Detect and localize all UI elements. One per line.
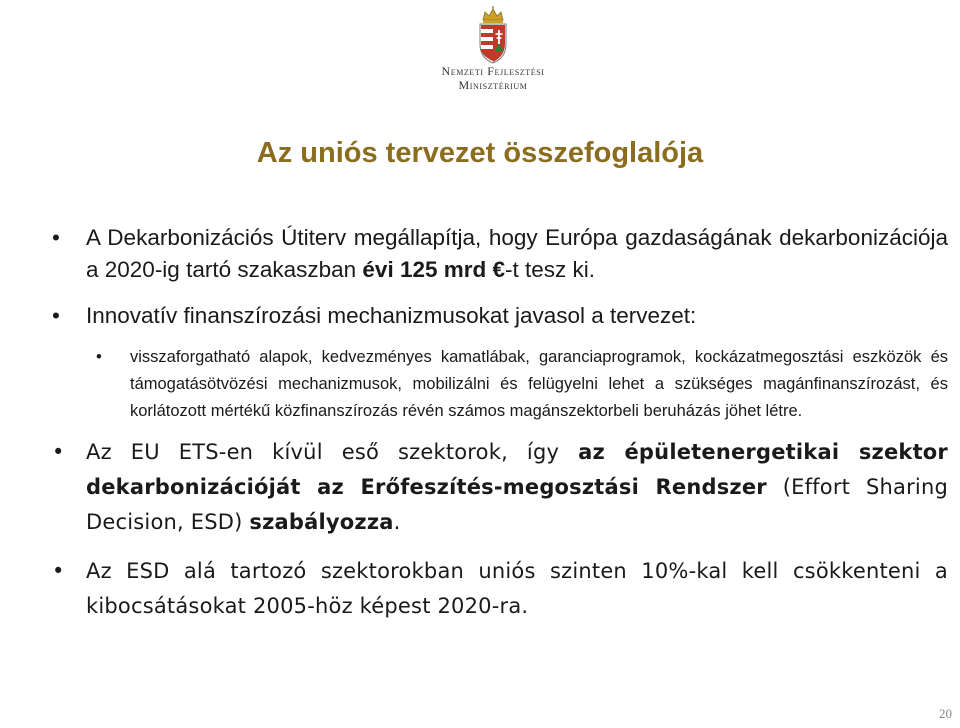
bullet-text-3: . bbox=[393, 510, 401, 534]
slide-content bbox=[52, 222, 948, 638]
bullet-bold-2: szabályozza bbox=[249, 510, 394, 534]
bullet-suffix: -t tesz ki. bbox=[505, 257, 596, 282]
bullet-bold-amount: évi 125 mrd € bbox=[362, 257, 506, 282]
bullet-dot: • bbox=[52, 303, 60, 328]
ministry-name-line2: Minisztérium bbox=[458, 78, 528, 92]
bullet-bold-1: az épületenergetikai szektor dekarbonizációját az Erőfeszítés-megosztási Rendszer bbox=[86, 440, 948, 499]
slide-title: Az uniós tervezet összefoglalója bbox=[256, 137, 704, 169]
bullet-text: A Dekarbonizációs Útiterv megállapítja, hogy Európa gazdaságának dekarbonizációja a 2020-ig tartó szakaszban bbox=[86, 225, 948, 282]
bullet-financing-mechanisms bbox=[52, 300, 948, 332]
bullet-dot: • bbox=[52, 225, 60, 250]
sub-bullet-instruments bbox=[96, 344, 948, 425]
ministry-logo bbox=[428, 6, 558, 92]
bullet-text-1: Az EU ETS-en kívül eső szektorok, így bbox=[86, 440, 579, 464]
bullet-decarbonization-roadmap bbox=[52, 222, 948, 286]
sub-bullet-text: visszaforgatható alapok, kedvezményes kamatlábak, garanciaprogramok, kockázatmegosztási eszközök és támogatásötvözési mechanizmusok, mobilizálni és felügyelni lehet a szükséges magánfinanszírozást, és korlátozott mértékű közfinanszírozás révén számos magánszektorbeli beruházás jöhet létre. bbox=[130, 348, 948, 420]
bullet-dot: • bbox=[96, 348, 102, 366]
bullet-dot: • bbox=[52, 440, 65, 464]
page-number: 20 bbox=[939, 706, 952, 721]
bullet-esd-sectors bbox=[52, 435, 948, 540]
bullet-text: Innovatív finanszírozási mechanizmusokat javasol a tervezet: bbox=[86, 303, 697, 328]
hungarian-coat-of-arms-icon bbox=[475, 6, 511, 64]
bullet-esd-reduction-target bbox=[52, 554, 948, 624]
ministry-name-line1: Nemzeti Fejlesztési bbox=[441, 64, 545, 78]
bullet-dot: • bbox=[52, 559, 65, 583]
bullet-text-2: (Effort Sharing Decision, ESD) bbox=[86, 475, 948, 534]
bullet-text: Az ESD alá tartozó szektorokban uniós szinten 10%-kal kell csökkenteni a kibocsátásokat 2005-höz képest 2020-ra. bbox=[86, 559, 948, 618]
